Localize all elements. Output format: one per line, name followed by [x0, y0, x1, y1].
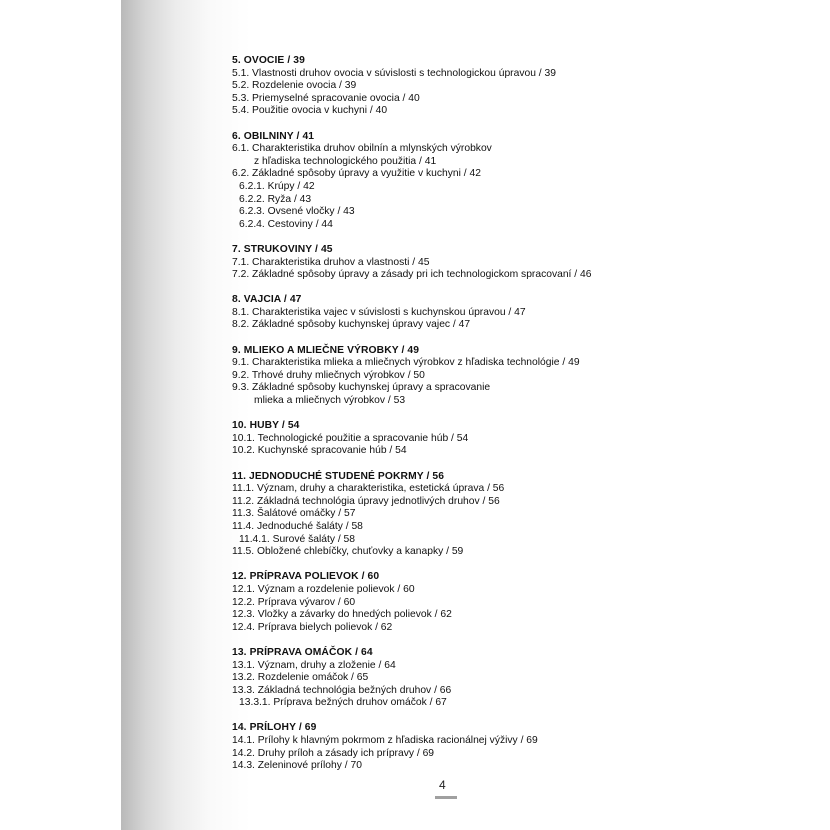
- left-margin: [0, 0, 121, 830]
- table-of-contents: [232, 55, 792, 785]
- toc-subentry: 6.2.2. Ryža / 43: [239, 193, 312, 205]
- toc-section: [232, 420, 792, 458]
- section-title: 10. HUBY / 54: [232, 420, 300, 432]
- toc-section: [232, 244, 792, 282]
- toc-entry: 5.3. Priemyselné spracovanie ovocia / 40: [232, 92, 420, 104]
- section-title: 6. OBILNINY / 41: [232, 130, 315, 142]
- toc-entry: 10.1. Technologické použitie a spracovanie húb / 54: [232, 432, 469, 444]
- toc-entry: 12.4. Príprava bielych polievok / 62: [232, 621, 393, 633]
- toc-section: [232, 471, 792, 559]
- toc-entry: 12.3. Vložky a závarky do hnedých polievok / 62: [232, 609, 452, 621]
- section-title: 11. JEDNODUCHÉ STUDENÉ POKRMY / 56: [232, 470, 445, 482]
- toc-entry: 7.2. Základné spôsoby úpravy a zásady pri ich technologickom spracovaní / 46: [232, 269, 592, 281]
- toc-entry: 9.2. Trhové druhy mliečnych výrobkov / 50: [232, 369, 425, 381]
- toc-entry: 6.2. Základné spôsoby úpravy a využitie v kuchyni / 42: [232, 168, 481, 180]
- toc-section: [232, 722, 792, 772]
- section-title: 7. STRUKOVINY / 45: [232, 243, 333, 255]
- toc-entry: 5.2. Rozdelenie ovocia / 39: [232, 80, 357, 92]
- toc-entry: 12.2. Príprava vývarov / 60: [232, 596, 356, 608]
- toc-section: [232, 571, 792, 634]
- section-title: 8. VAJCIA / 47: [232, 294, 302, 306]
- toc-entry: 8.1. Charakteristika vajec v súvislosti s kuchynskou úpravou / 47: [232, 306, 526, 318]
- section-title: 9. MLIEKO A MLIEČNE VÝROBKY / 49: [232, 344, 420, 356]
- toc-entry: 11.5. Obložené chlebíčky, chuťovky a kanapky / 59: [232, 546, 464, 558]
- toc-subentry: 11.4.1. Surové šaláty / 58: [239, 533, 356, 545]
- toc-entry: 13.3. Základná technológia bežných druhov / 66: [232, 684, 452, 696]
- toc-entry: 14.2. Druhy príloh a zásady ich prípravy / 69: [232, 747, 435, 759]
- page-number-bar: [435, 796, 457, 799]
- toc-entry: 11.4. Jednoduché šaláty / 58: [232, 520, 363, 532]
- toc-entry: 11.3. Šalátové omáčky / 57: [232, 508, 356, 520]
- toc-section: [232, 647, 792, 710]
- toc-entry: 14.3. Zeleninové prílohy / 70: [232, 760, 362, 772]
- toc-section: [232, 294, 792, 332]
- toc-entry: 6.1. Charakteristika druhov obilnín a mlynských výrobkov: [232, 143, 492, 155]
- toc-entry: 12.1. Význam a rozdelenie polievok / 60: [232, 583, 415, 595]
- toc-entry: 9.1. Charakteristika mlieka a mliečnych výrobkov z hľadiska technológie / 49: [232, 357, 580, 369]
- toc-entry: 14.1. Prílohy k hlavným pokrmom z hľadiska racionálnej výživy / 69: [232, 735, 538, 747]
- toc-subentry: 6.2.3. Ovsené vločky / 43: [239, 206, 355, 218]
- section-title: 12. PRÍPRAVA POLIEVOK / 60: [232, 571, 380, 583]
- toc-entry: 10.2. Kuchynské spracovanie húb / 54: [232, 445, 407, 457]
- toc-entry-continuation: mlieka a mliečnych výrobkov / 53: [254, 395, 406, 407]
- toc-entry: 11.1. Význam, druhy a charakteristika, estetická úprava / 56: [232, 483, 505, 495]
- toc-entry: 11.2. Základná technológia úpravy jednotlivých druhov / 56: [232, 495, 500, 507]
- toc-section: [232, 55, 792, 118]
- toc-section: [232, 345, 792, 408]
- toc-subentry: 13.3.1. Príprava bežných druhov omáčok / 67: [239, 697, 447, 709]
- toc-entry: 5.4. Použitie ovocia v kuchyni / 40: [232, 105, 388, 117]
- toc-subentry: 6.2.4. Cestoviny / 44: [239, 218, 333, 230]
- toc-entry: 8.2. Základné spôsoby kuchynskej úpravy vajec / 47: [232, 319, 471, 331]
- section-title: 13. PRÍPRAVA OMÁČOK / 64: [232, 646, 373, 658]
- toc-subentry: 6.2.1. Krúpy / 42: [239, 180, 315, 192]
- page-number: 4: [439, 778, 446, 792]
- toc-entry: 7.1. Charakteristika druhov a vlastnosti / 45: [232, 256, 430, 268]
- toc-entry-continuation: z hľadiska technologického použitia / 41: [254, 155, 437, 167]
- toc-entry: 9.3. Základné spôsoby kuchynskej úpravy a spracovanie: [232, 382, 491, 394]
- toc-entry: 13.2. Rozdelenie omáčok / 65: [232, 672, 369, 684]
- toc-entry: 5.1. Vlastnosti druhov ovocia v súvislosti s technologickou úpravou / 39: [232, 67, 556, 79]
- toc-section: [232, 131, 792, 232]
- toc-entry: 13.1. Význam, druhy a zloženie / 64: [232, 659, 396, 671]
- section-title: 5. OVOCIE / 39: [232, 55, 305, 66]
- section-title: 14. PRÍLOHY / 69: [232, 722, 317, 734]
